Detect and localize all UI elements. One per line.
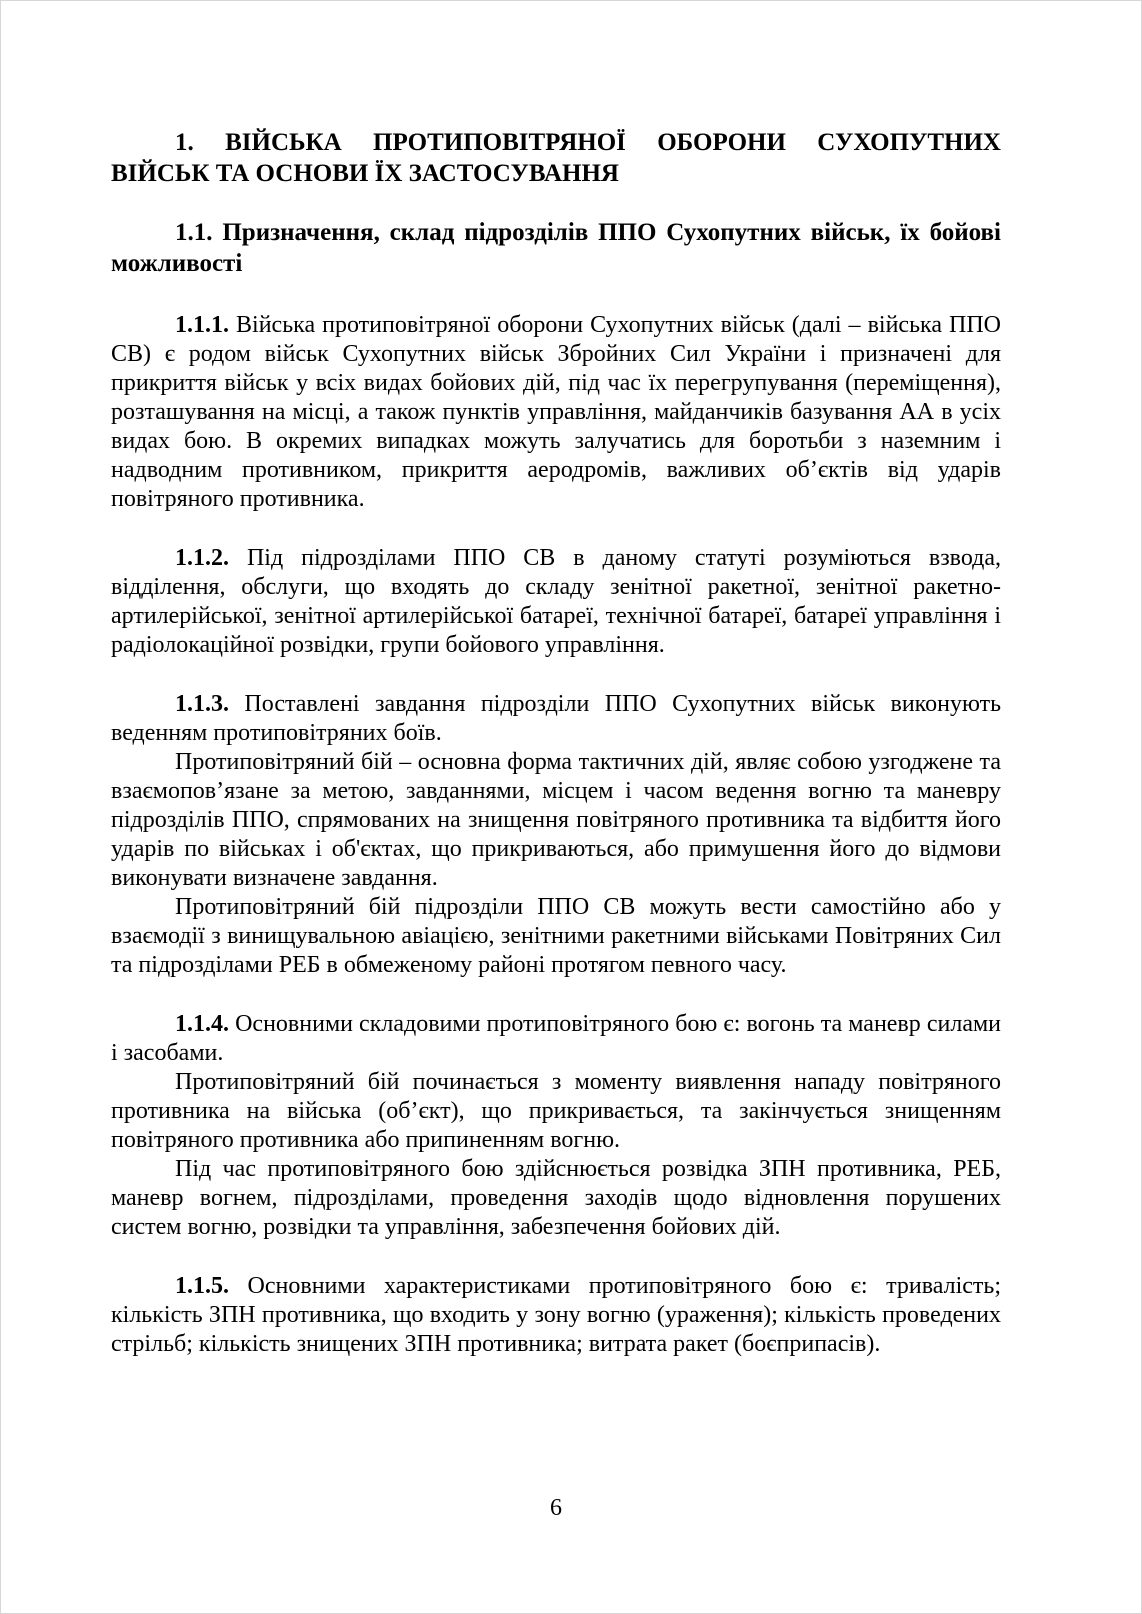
paragraph: [111, 544, 1001, 660]
paragraph: [111, 1010, 1001, 1068]
paragraph: [111, 1272, 1001, 1359]
paragraph-number: 1.1.1.: [175, 312, 229, 338]
paragraph-text: Війська протиповітряної оборони Сухопутних військ (далі – війська ППО СВ) є родом військ Сухопутних військ Збройних Сил України і призначені для прикриття військ у всіх видах бойових дій, під час їх перегрупування (переміщення), розташування на місці, а також пунктів управління, майданчиків базування АА в усіх видах бою. В окремих випадках можуть залучатись для боротьби з наземним і надводним противником, прикриття аеродромів, важливих об’єктів від ударів повітряного противника.: [111, 312, 1001, 512]
page-number: 6: [550, 1495, 562, 1521]
section-1-1-3: [111, 690, 1001, 980]
paragraph-text: Протиповітряний бій починається з моменту виявлення нападу повітряного противника на війська (об’єкт), що прикривається, та закінчується знищенням повітряного противника або припиненням вогню.: [111, 1069, 1001, 1153]
paragraph-text: Протиповітряний бій підрозділи ППО СВ можуть вести самостійно або у взаємодії з винищувальною авіацією, зенітними ракетними військами Повітряних Сил та підрозділами РЕБ в обмеженому районі протягом певного часу.: [111, 894, 1001, 978]
paragraph-text: Протиповітряний бій – основна форма тактичних дій, являє собою узгоджене та взаємопов’язане за метою, завданнями, місцем і часом ведення вогню та маневру підрозділів ППО, спрямованих на знищення повітряного противника та відбиття його ударів по військах і об'єктах, що прикриваються, або примушення його до відмови виконувати визначене завдання.: [111, 749, 1001, 891]
document-title: 1. ВІЙСЬКА ПРОТИПОВІТРЯНОЇ ОБОРОНИ СУХОПУТНИХ ВІЙСЬК ТА ОСНОВИ ЇХ ЗАСТОСУВАННЯ: [111, 129, 1001, 187]
paragraph-text: Основними характеристиками протиповітряного бою є: тривалість; кількість ЗПН противника, що входить у зону вогню (ураження); кількість проведених стрільб; кількість знищених ЗПН противника; витрата ракет (боєприпасів).: [111, 1273, 1002, 1357]
paragraph: [111, 1068, 1001, 1155]
paragraph-text: Під підрозділами ППО СВ в даному статуті розуміються взвода, відділення, обслуги, що входять до складу зенітної ракетної, зенітної ракетно-артилерійської, зенітної артилерійської батареї, технічної батареї, батареї управління і радіолокаційної розвідки, групи бойового управління.: [111, 545, 1002, 658]
section-1-1-5: [111, 1272, 1001, 1359]
paragraph: [111, 690, 1001, 748]
section-1-1-1: [111, 311, 1001, 514]
paragraph-number: 1.1.5.: [175, 1273, 229, 1299]
paragraph: [111, 311, 1001, 514]
section-heading: 1.1. Призначення, склад підрозділів ППО Сухопутних військ, їх бойові можливості: [111, 219, 1001, 277]
section-1-1-2: [111, 544, 1001, 660]
paragraph-text: Під час протиповітряного бою здійснюється розвідка ЗПН противника, РЕБ, маневр вогнем, підрозділами, проведення заходів щодо відновлення порушених систем вогню, розвідки та управління, забезпечення бойових дій.: [111, 1156, 1001, 1240]
paragraph: [111, 748, 1001, 893]
paragraph-number: 1.1.3.: [175, 691, 229, 717]
paragraph-text: Основними складовими протиповітряного бою є: вогонь та маневр силами і засобами.: [111, 1011, 1002, 1066]
paragraph: [111, 893, 1001, 980]
section-1-1-4: [111, 1010, 1001, 1242]
document-content: [111, 127, 1001, 1389]
paragraph-text: Поставлені завдання підрозділи ППО Сухопутних військ виконують веденням протиповітряних боїв.: [111, 691, 1002, 746]
paragraph: [111, 1155, 1001, 1242]
paragraph-number: 1.1.4.: [175, 1011, 229, 1037]
paragraph-number: 1.1.2.: [175, 545, 229, 571]
